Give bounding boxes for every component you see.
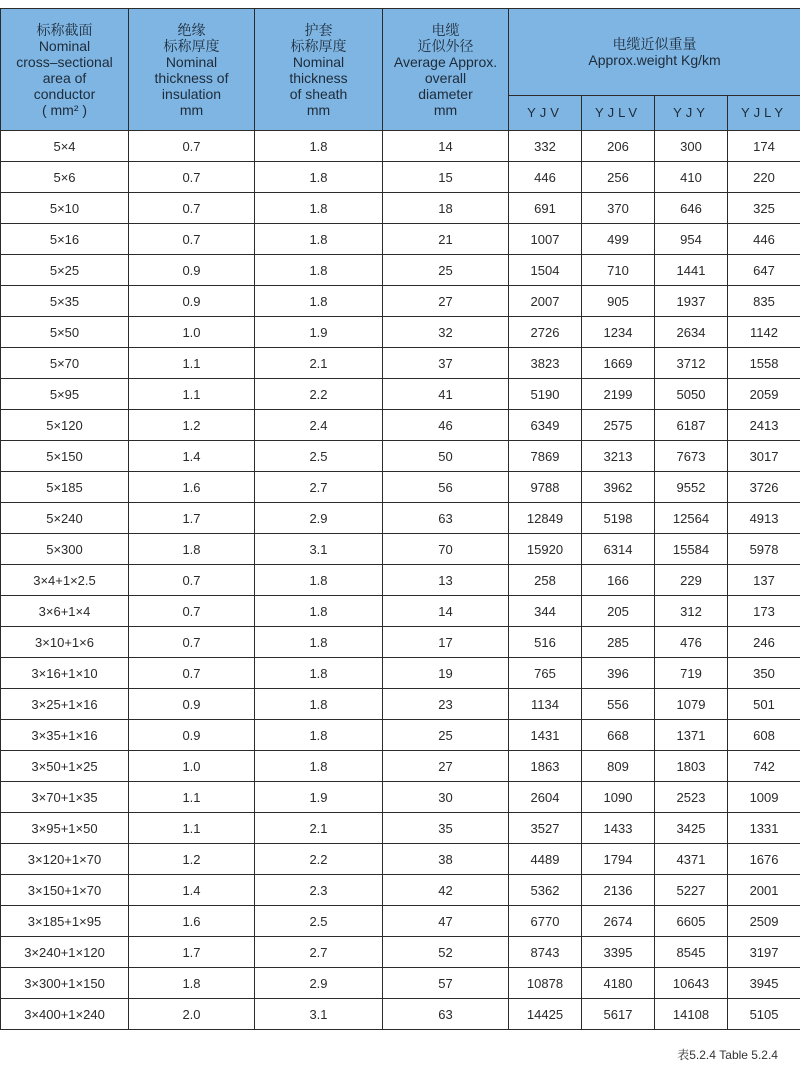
insulation-cell: 1.8 [129, 968, 255, 999]
diameter-cell: 38 [383, 844, 509, 875]
diameter-cell: 50 [383, 441, 509, 472]
table-row [1, 472, 800, 503]
diameter-cell: 63 [383, 503, 509, 534]
sheath-cell: 1.8 [255, 658, 383, 689]
yjly-cell: 1142 [728, 317, 800, 348]
conductor-cell: 3×10+1×6 [1, 627, 129, 658]
sheath-cell: 3.1 [255, 999, 383, 1030]
table-row [1, 348, 800, 379]
yjly-cell: 220 [728, 162, 800, 193]
table-row [1, 627, 800, 658]
yjy-cell: 312 [655, 596, 728, 627]
sheath-cell: 1.8 [255, 286, 383, 317]
yjy-cell: 954 [655, 224, 728, 255]
yjlv-cell: 256 [582, 162, 655, 193]
insulation-cell: 0.7 [129, 162, 255, 193]
header-insulation: 绝缘 标称厚度 Nominal thickness of insulation mm [129, 9, 255, 131]
yjly-cell: 1676 [728, 844, 800, 875]
conductor-cell: 5×70 [1, 348, 129, 379]
yjv-cell: 1431 [509, 720, 582, 751]
yjv-cell: 1007 [509, 224, 582, 255]
yjy-cell: 6187 [655, 410, 728, 441]
conductor-cell: 3×35+1×16 [1, 720, 129, 751]
yjly-cell: 2413 [728, 410, 800, 441]
conductor-cell: 5×120 [1, 410, 129, 441]
yjlv-cell: 499 [582, 224, 655, 255]
yjv-cell: 2007 [509, 286, 582, 317]
insulation-cell: 0.7 [129, 596, 255, 627]
yjv-cell: 10878 [509, 968, 582, 999]
conductor-cell: 3×16+1×10 [1, 658, 129, 689]
yjlv-cell: 668 [582, 720, 655, 751]
diameter-cell: 30 [383, 782, 509, 813]
yjlv-cell: 3395 [582, 937, 655, 968]
yjlv-cell: 2199 [582, 379, 655, 410]
yjy-cell: 12564 [655, 503, 728, 534]
yjy-cell: 4371 [655, 844, 728, 875]
conductor-cell: 3×400+1×240 [1, 999, 129, 1030]
diameter-cell: 57 [383, 968, 509, 999]
table-row [1, 658, 800, 689]
conductor-cell: 3×300+1×150 [1, 968, 129, 999]
yjy-cell: 1371 [655, 720, 728, 751]
sheath-cell: 2.9 [255, 968, 383, 999]
yjly-cell: 137 [728, 565, 800, 596]
conductor-cell: 3×25+1×16 [1, 689, 129, 720]
conductor-cell: 5×50 [1, 317, 129, 348]
yjly-cell: 1009 [728, 782, 800, 813]
yjly-cell: 174 [728, 131, 800, 162]
diameter-cell: 23 [383, 689, 509, 720]
diameter-cell: 27 [383, 751, 509, 782]
yjlv-cell: 370 [582, 193, 655, 224]
sheath-cell: 2.5 [255, 441, 383, 472]
table-body [1, 131, 800, 1030]
yjlv-cell: 5198 [582, 503, 655, 534]
conductor-cell: 5×300 [1, 534, 129, 565]
yjy-cell: 8545 [655, 937, 728, 968]
sheath-cell: 1.8 [255, 224, 383, 255]
yjly-cell: 835 [728, 286, 800, 317]
yjy-cell: 2523 [655, 782, 728, 813]
sheath-cell: 1.8 [255, 627, 383, 658]
yjv-cell: 5362 [509, 875, 582, 906]
sheath-cell: 1.8 [255, 689, 383, 720]
sheath-cell: 1.9 [255, 782, 383, 813]
yjv-cell: 14425 [509, 999, 582, 1030]
table-row [1, 782, 800, 813]
table-row [1, 906, 800, 937]
yjly-cell: 1331 [728, 813, 800, 844]
insulation-cell: 0.9 [129, 720, 255, 751]
yjy-cell: 3712 [655, 348, 728, 379]
conductor-cell: 5×25 [1, 255, 129, 286]
yjv-cell: 6770 [509, 906, 582, 937]
sheath-cell: 1.8 [255, 131, 383, 162]
yjly-cell: 246 [728, 627, 800, 658]
yjy-cell: 3425 [655, 813, 728, 844]
yjly-cell: 2509 [728, 906, 800, 937]
insulation-cell: 0.9 [129, 689, 255, 720]
yjy-cell: 5227 [655, 875, 728, 906]
diameter-cell: 13 [383, 565, 509, 596]
yjly-cell: 446 [728, 224, 800, 255]
yjv-cell: 5190 [509, 379, 582, 410]
yjlv-cell: 1794 [582, 844, 655, 875]
header-diameter: 电缆 近似外径 Average Approx. overall diameter mm [383, 9, 509, 131]
table-row [1, 410, 800, 441]
yjly-cell: 647 [728, 255, 800, 286]
yjy-cell: 5050 [655, 379, 728, 410]
insulation-cell: 1.6 [129, 472, 255, 503]
yjlv-cell: 166 [582, 565, 655, 596]
yjlv-cell: 285 [582, 627, 655, 658]
conductor-cell: 5×95 [1, 379, 129, 410]
insulation-cell: 1.0 [129, 751, 255, 782]
table-row [1, 503, 800, 534]
yjv-cell: 1504 [509, 255, 582, 286]
insulation-cell: 2.0 [129, 999, 255, 1030]
yjly-cell: 2059 [728, 379, 800, 410]
diameter-cell: 63 [383, 999, 509, 1030]
yjy-cell: 646 [655, 193, 728, 224]
conductor-cell: 5×16 [1, 224, 129, 255]
yjy-cell: 9552 [655, 472, 728, 503]
conductor-cell: 3×185+1×95 [1, 906, 129, 937]
yjly-cell: 325 [728, 193, 800, 224]
sheath-cell: 2.4 [255, 410, 383, 441]
diameter-cell: 46 [383, 410, 509, 441]
cable-spec-table [0, 8, 800, 1030]
sheath-cell: 2.2 [255, 844, 383, 875]
yjv-cell: 12849 [509, 503, 582, 534]
insulation-cell: 1.7 [129, 503, 255, 534]
sheath-cell: 2.5 [255, 906, 383, 937]
insulation-cell: 1.1 [129, 813, 255, 844]
table-caption: 表5.2.4 Table 5.2.4 [677, 1048, 778, 1062]
yjy-cell: 1079 [655, 689, 728, 720]
conductor-cell: 3×4+1×2.5 [1, 565, 129, 596]
yjlv-cell: 396 [582, 658, 655, 689]
yjv-cell: 516 [509, 627, 582, 658]
sheath-cell: 3.1 [255, 534, 383, 565]
yjy-cell: 2634 [655, 317, 728, 348]
table-row [1, 813, 800, 844]
diameter-cell: 18 [383, 193, 509, 224]
yjly-cell: 3197 [728, 937, 800, 968]
yjly-cell: 3726 [728, 472, 800, 503]
table-row [1, 999, 800, 1030]
insulation-cell: 0.9 [129, 286, 255, 317]
yjy-cell: 1441 [655, 255, 728, 286]
insulation-cell: 1.4 [129, 875, 255, 906]
sheath-cell: 2.7 [255, 937, 383, 968]
yjlv-cell: 3213 [582, 441, 655, 472]
yjlv-cell: 5617 [582, 999, 655, 1030]
conductor-cell: 3×6+1×4 [1, 596, 129, 627]
header-conductor: 标称截面 Nominal cross–sectional area of conductor ( mm² ) [1, 9, 129, 131]
yjy-cell: 300 [655, 131, 728, 162]
yjly-cell: 173 [728, 596, 800, 627]
yjv-cell: 258 [509, 565, 582, 596]
yjv-cell: 15920 [509, 534, 582, 565]
yjy-cell: 15584 [655, 534, 728, 565]
table-row [1, 286, 800, 317]
table-header [1, 9, 800, 131]
insulation-cell: 0.7 [129, 193, 255, 224]
sheath-cell: 2.1 [255, 348, 383, 379]
yjv-cell: 2604 [509, 782, 582, 813]
conductor-cell: 5×240 [1, 503, 129, 534]
yjlv-cell: 809 [582, 751, 655, 782]
table-row [1, 596, 800, 627]
conductor-cell: 5×6 [1, 162, 129, 193]
yjlv-cell: 3962 [582, 472, 655, 503]
conductor-cell: 5×185 [1, 472, 129, 503]
yjlv-cell: 1433 [582, 813, 655, 844]
yjly-cell: 501 [728, 689, 800, 720]
yjy-cell: 476 [655, 627, 728, 658]
yjv-cell: 1863 [509, 751, 582, 782]
yjlv-cell: 710 [582, 255, 655, 286]
table-row [1, 689, 800, 720]
diameter-cell: 21 [383, 224, 509, 255]
diameter-cell: 25 [383, 255, 509, 286]
yjlv-cell: 206 [582, 131, 655, 162]
conductor-cell: 3×240+1×120 [1, 937, 129, 968]
insulation-cell: 0.9 [129, 255, 255, 286]
table-row [1, 162, 800, 193]
table-row [1, 534, 800, 565]
diameter-cell: 14 [383, 131, 509, 162]
diameter-cell: 41 [383, 379, 509, 410]
insulation-cell: 1.1 [129, 782, 255, 813]
conductor-cell: 3×120+1×70 [1, 844, 129, 875]
diameter-cell: 15 [383, 162, 509, 193]
sheath-cell: 1.8 [255, 751, 383, 782]
header-sheath: 护套 标称厚度 Nominal thickness of sheath mm [255, 9, 383, 131]
diameter-cell: 70 [383, 534, 509, 565]
insulation-cell: 1.1 [129, 348, 255, 379]
yjv-cell: 3823 [509, 348, 582, 379]
header-weight: 电缆近似重量 Approx.weight Kg/km [509, 9, 800, 96]
yjly-cell: 608 [728, 720, 800, 751]
yjlv-cell: 1090 [582, 782, 655, 813]
yjlv-cell: 205 [582, 596, 655, 627]
header-yjlv: YJLV [582, 96, 655, 131]
diameter-cell: 56 [383, 472, 509, 503]
yjy-cell: 14108 [655, 999, 728, 1030]
yjv-cell: 2726 [509, 317, 582, 348]
table-row [1, 875, 800, 906]
yjv-cell: 4489 [509, 844, 582, 875]
sheath-cell: 1.8 [255, 596, 383, 627]
yjy-cell: 10643 [655, 968, 728, 999]
insulation-cell: 0.7 [129, 565, 255, 596]
yjv-cell: 332 [509, 131, 582, 162]
table-row [1, 751, 800, 782]
yjly-cell: 350 [728, 658, 800, 689]
insulation-cell: 1.2 [129, 410, 255, 441]
diameter-cell: 35 [383, 813, 509, 844]
yjv-cell: 9788 [509, 472, 582, 503]
conductor-cell: 3×50+1×25 [1, 751, 129, 782]
yjlv-cell: 1669 [582, 348, 655, 379]
yjlv-cell: 2136 [582, 875, 655, 906]
table-row [1, 131, 800, 162]
header-yjy: YJY [655, 96, 728, 131]
yjv-cell: 6349 [509, 410, 582, 441]
yjlv-cell: 4180 [582, 968, 655, 999]
yjv-cell: 446 [509, 162, 582, 193]
table-row [1, 317, 800, 348]
table-row [1, 968, 800, 999]
insulation-cell: 1.7 [129, 937, 255, 968]
sheath-cell: 1.9 [255, 317, 383, 348]
insulation-cell: 1.8 [129, 534, 255, 565]
conductor-cell: 3×150+1×70 [1, 875, 129, 906]
insulation-cell: 1.1 [129, 379, 255, 410]
sheath-cell: 1.8 [255, 255, 383, 286]
yjlv-cell: 1234 [582, 317, 655, 348]
insulation-cell: 1.4 [129, 441, 255, 472]
yjy-cell: 1803 [655, 751, 728, 782]
table-row [1, 844, 800, 875]
yjlv-cell: 556 [582, 689, 655, 720]
table-row [1, 565, 800, 596]
insulation-cell: 1.2 [129, 844, 255, 875]
insulation-cell: 1.6 [129, 906, 255, 937]
diameter-cell: 52 [383, 937, 509, 968]
sheath-cell: 2.7 [255, 472, 383, 503]
yjv-cell: 8743 [509, 937, 582, 968]
insulation-cell: 1.0 [129, 317, 255, 348]
insulation-cell: 0.7 [129, 658, 255, 689]
header-yjv: YJV [509, 96, 582, 131]
diameter-cell: 47 [383, 906, 509, 937]
sheath-cell: 2.3 [255, 875, 383, 906]
yjv-cell: 765 [509, 658, 582, 689]
yjly-cell: 2001 [728, 875, 800, 906]
sheath-cell: 1.8 [255, 565, 383, 596]
table-row [1, 441, 800, 472]
yjly-cell: 5105 [728, 999, 800, 1030]
yjv-cell: 1134 [509, 689, 582, 720]
yjv-cell: 7869 [509, 441, 582, 472]
sheath-cell: 1.8 [255, 193, 383, 224]
yjly-cell: 4913 [728, 503, 800, 534]
diameter-cell: 25 [383, 720, 509, 751]
diameter-cell: 19 [383, 658, 509, 689]
sheath-cell: 2.2 [255, 379, 383, 410]
yjlv-cell: 905 [582, 286, 655, 317]
yjly-cell: 5978 [728, 534, 800, 565]
conductor-cell: 5×4 [1, 131, 129, 162]
sheath-cell: 2.9 [255, 503, 383, 534]
conductor-cell: 3×95+1×50 [1, 813, 129, 844]
conductor-cell: 5×150 [1, 441, 129, 472]
yjv-cell: 344 [509, 596, 582, 627]
yjlv-cell: 2674 [582, 906, 655, 937]
insulation-cell: 0.7 [129, 224, 255, 255]
yjy-cell: 7673 [655, 441, 728, 472]
yjv-cell: 3527 [509, 813, 582, 844]
diameter-cell: 37 [383, 348, 509, 379]
yjlv-cell: 2575 [582, 410, 655, 441]
diameter-cell: 14 [383, 596, 509, 627]
yjy-cell: 229 [655, 565, 728, 596]
yjv-cell: 691 [509, 193, 582, 224]
sheath-cell: 1.8 [255, 162, 383, 193]
yjly-cell: 1558 [728, 348, 800, 379]
yjly-cell: 742 [728, 751, 800, 782]
table-row [1, 224, 800, 255]
conductor-cell: 5×10 [1, 193, 129, 224]
conductor-cell: 3×70+1×35 [1, 782, 129, 813]
diameter-cell: 32 [383, 317, 509, 348]
insulation-cell: 0.7 [129, 131, 255, 162]
yjy-cell: 1937 [655, 286, 728, 317]
table-row [1, 379, 800, 410]
header-yjly: YJLY [728, 96, 800, 131]
table-row [1, 193, 800, 224]
yjlv-cell: 6314 [582, 534, 655, 565]
insulation-cell: 0.7 [129, 627, 255, 658]
yjy-cell: 719 [655, 658, 728, 689]
yjy-cell: 6605 [655, 906, 728, 937]
diameter-cell: 42 [383, 875, 509, 906]
diameter-cell: 27 [383, 286, 509, 317]
sheath-cell: 1.8 [255, 720, 383, 751]
diameter-cell: 17 [383, 627, 509, 658]
yjly-cell: 3017 [728, 441, 800, 472]
conductor-cell: 5×35 [1, 286, 129, 317]
table-row [1, 720, 800, 751]
yjly-cell: 3945 [728, 968, 800, 999]
table-row [1, 255, 800, 286]
yjy-cell: 410 [655, 162, 728, 193]
sheath-cell: 2.1 [255, 813, 383, 844]
table-row [1, 937, 800, 968]
